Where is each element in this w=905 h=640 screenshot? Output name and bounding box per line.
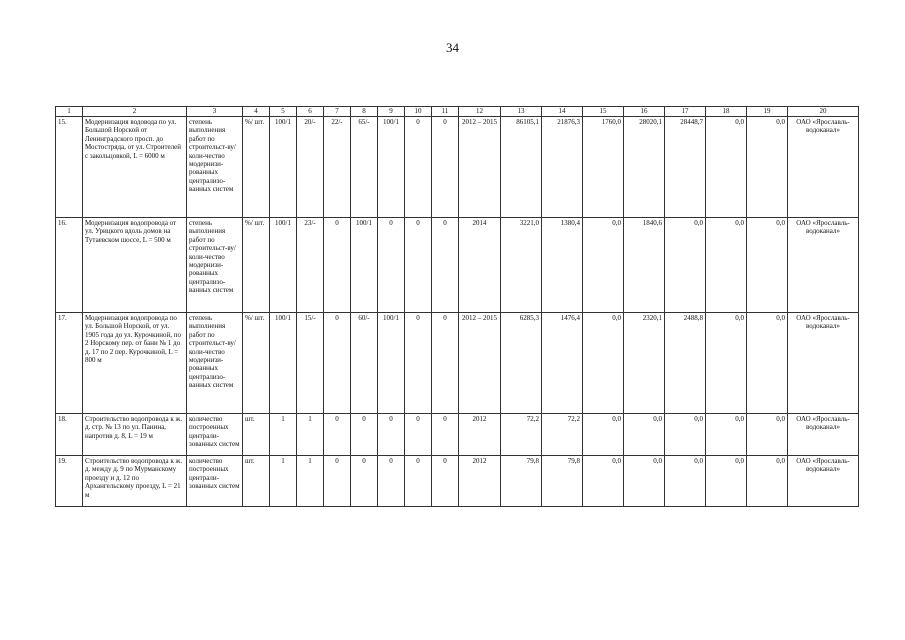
amount-cell: 86105,1 (501, 117, 542, 218)
value-cell: 100/1 (270, 218, 297, 313)
value-cell: 0 (324, 313, 351, 414)
amount-cell: 0,0 (747, 456, 788, 507)
value-cell: 0 (432, 117, 459, 218)
amount-cell: 0,0 (747, 414, 788, 456)
header-cell: 6 (297, 107, 324, 117)
amount-cell: 0,0 (583, 414, 624, 456)
value-cell: 0 (324, 414, 351, 456)
header-cell: 17 (665, 107, 706, 117)
object-name: Модернизация водовода по ул. Большой Норской от Ленинградского просп. до Мостостряда, от ул. Строителей с закольцовкой, L = 6000 м (83, 117, 187, 218)
value-cell: 65/- (351, 117, 378, 218)
header-cell: 20 (788, 107, 859, 117)
header-cell: 3 (187, 107, 243, 117)
amount-cell: 1476,4 (542, 313, 583, 414)
value-cell: 0 (351, 414, 378, 456)
header-cell: 19 (747, 107, 788, 117)
value-cell: 100/1 (351, 218, 378, 313)
unit: %/ шт. (243, 313, 270, 414)
row-number: 19. (56, 456, 83, 507)
value-cell: 22/- (324, 117, 351, 218)
object-name: Строительство водопровода к ж. д. между д. 9 по Мурманскому проезду и д. 12 по Архангельскому проезду, L = 21 м (83, 456, 187, 507)
amount-cell: 21876,3 (542, 117, 583, 218)
header-cell: 9 (378, 107, 405, 117)
header-cell: 11 (432, 107, 459, 117)
amount-cell: 72,2 (542, 414, 583, 456)
amount-cell: 1760,0 (583, 117, 624, 218)
indicator: степень выполнения работ по строительст-ву/ коли-чество модернизи-рованных централизо-ванных систем (187, 218, 243, 313)
program-table (55, 106, 859, 507)
amount-cell: 0,0 (665, 218, 706, 313)
period-cell: 2012 (459, 414, 501, 456)
table-row (56, 456, 859, 507)
page-number: 34 (446, 40, 459, 55)
header-cell: 4 (243, 107, 270, 117)
value-cell: 0 (378, 414, 405, 456)
value-cell: 0 (405, 456, 432, 507)
amount-cell: 0,0 (706, 117, 747, 218)
organization: ОАО «Ярославль-водоканал» (788, 117, 859, 218)
amount-cell: 0,0 (706, 414, 747, 456)
amount-cell: 0,0 (706, 313, 747, 414)
unit: %/ шт. (243, 218, 270, 313)
object-name: Модернизация водопровода по ул. Большой Норской, от ул. 1905 года до ул. Курочкиной, по 2 Норскому пер. от бани № 1 до д. 17 по 2 пер. Курочкиной, L = 800 м (83, 313, 187, 414)
value-cell: 1 (297, 414, 324, 456)
organization: ОАО «Ярославль-водоканал» (788, 313, 859, 414)
value-cell: 1 (270, 456, 297, 507)
amount-cell: 0,0 (624, 414, 665, 456)
header-cell: 15 (583, 107, 624, 117)
value-cell: 0 (432, 218, 459, 313)
table-row (56, 218, 859, 313)
amount-cell: 28448,7 (665, 117, 706, 218)
amount-cell: 2488,8 (665, 313, 706, 414)
header-cell: 14 (542, 107, 583, 117)
value-cell: 0 (432, 456, 459, 507)
amount-cell: 0,0 (583, 218, 624, 313)
table-row (56, 313, 859, 414)
amount-cell: 0,0 (583, 456, 624, 507)
header-cell: 10 (405, 107, 432, 117)
organization: ОАО «Ярославль-водоканал» (788, 414, 859, 456)
period-cell: 2012 – 2015 (459, 313, 501, 414)
organization: ОАО «Ярославль-водоканал» (788, 218, 859, 313)
value-cell: 23/- (297, 218, 324, 313)
period-cell: 2014 (459, 218, 501, 313)
header-cell: 2 (83, 107, 187, 117)
value-cell: 0 (405, 218, 432, 313)
value-cell: 60/- (351, 313, 378, 414)
amount-cell: 0,0 (706, 218, 747, 313)
header-cell: 12 (459, 107, 501, 117)
indicator: количество построенных централи-зованных систем (187, 456, 243, 507)
header-row (56, 107, 859, 117)
amount-cell: 28020,1 (624, 117, 665, 218)
value-cell: 1 (270, 414, 297, 456)
value-cell: 0 (405, 117, 432, 218)
value-cell: 100/1 (270, 117, 297, 218)
row-number: 15. (56, 117, 83, 218)
value-cell: 0 (405, 414, 432, 456)
amount-cell: 0,0 (665, 456, 706, 507)
value-cell: 0 (351, 456, 378, 507)
amount-cell: 0,0 (583, 313, 624, 414)
amount-cell: 6285,3 (501, 313, 542, 414)
object-name: Строительство водопровода к ж. д. стр. № 13 по ул. Панина, напротив д. 8, L = 19 м (83, 414, 187, 456)
amount-cell: 1380,4 (542, 218, 583, 313)
row-number: 16. (56, 218, 83, 313)
amount-cell: 1840,6 (624, 218, 665, 313)
value-cell: 100/1 (378, 117, 405, 218)
amount-cell: 79,8 (501, 456, 542, 507)
amount-cell: 0,0 (747, 218, 788, 313)
value-cell: 0 (432, 313, 459, 414)
indicator: степень выполнения работ по строительст-ву/ коли-чество модернизи-рованных централизо-ванных систем (187, 117, 243, 218)
amount-cell: 3221,0 (501, 218, 542, 313)
value-cell: 0 (324, 218, 351, 313)
amount-cell: 0,0 (665, 414, 706, 456)
value-cell: 0 (405, 313, 432, 414)
header-cell: 13 (501, 107, 542, 117)
header-cell: 5 (270, 107, 297, 117)
value-cell: 0 (378, 456, 405, 507)
value-cell: 100/1 (270, 313, 297, 414)
value-cell: 0 (378, 218, 405, 313)
amount-cell: 0,0 (624, 456, 665, 507)
unit: шт. (243, 456, 270, 507)
amount-cell: 72,2 (501, 414, 542, 456)
value-cell: 0 (432, 414, 459, 456)
amount-cell: 79,8 (542, 456, 583, 507)
unit: %/ шт. (243, 117, 270, 218)
value-cell: 1 (297, 456, 324, 507)
amount-cell: 0,0 (747, 313, 788, 414)
header-cell: 16 (624, 107, 665, 117)
header-cell: 1 (56, 107, 83, 117)
object-name: Модернизация водопровода от ул. Урицкого вдоль домов на Тутаевском шоссе, L = 500 м (83, 218, 187, 313)
indicator: степень выполнения работ по строительст-ву/ коли-чество модернизи-рованных централизо-ванных систем (187, 313, 243, 414)
indicator: количество построенных централи-зованных систем (187, 414, 243, 456)
amount-cell: 0,0 (706, 456, 747, 507)
value-cell: 15/- (297, 313, 324, 414)
row-number: 18. (56, 414, 83, 456)
header-cell: 8 (351, 107, 378, 117)
period-cell: 2012 – 2015 (459, 117, 501, 218)
row-number: 17. (56, 313, 83, 414)
header-cell: 18 (706, 107, 747, 117)
organization: ОАО «Ярославль-водоканал» (788, 456, 859, 507)
amount-cell: 2320,1 (624, 313, 665, 414)
period-cell: 2012 (459, 456, 501, 507)
value-cell: 100/1 (378, 313, 405, 414)
value-cell: 0 (324, 456, 351, 507)
unit: шт. (243, 414, 270, 456)
value-cell: 20/- (297, 117, 324, 218)
header-cell: 7 (324, 107, 351, 117)
table-row (56, 117, 859, 218)
table-row (56, 414, 859, 456)
amount-cell: 0,0 (747, 117, 788, 218)
